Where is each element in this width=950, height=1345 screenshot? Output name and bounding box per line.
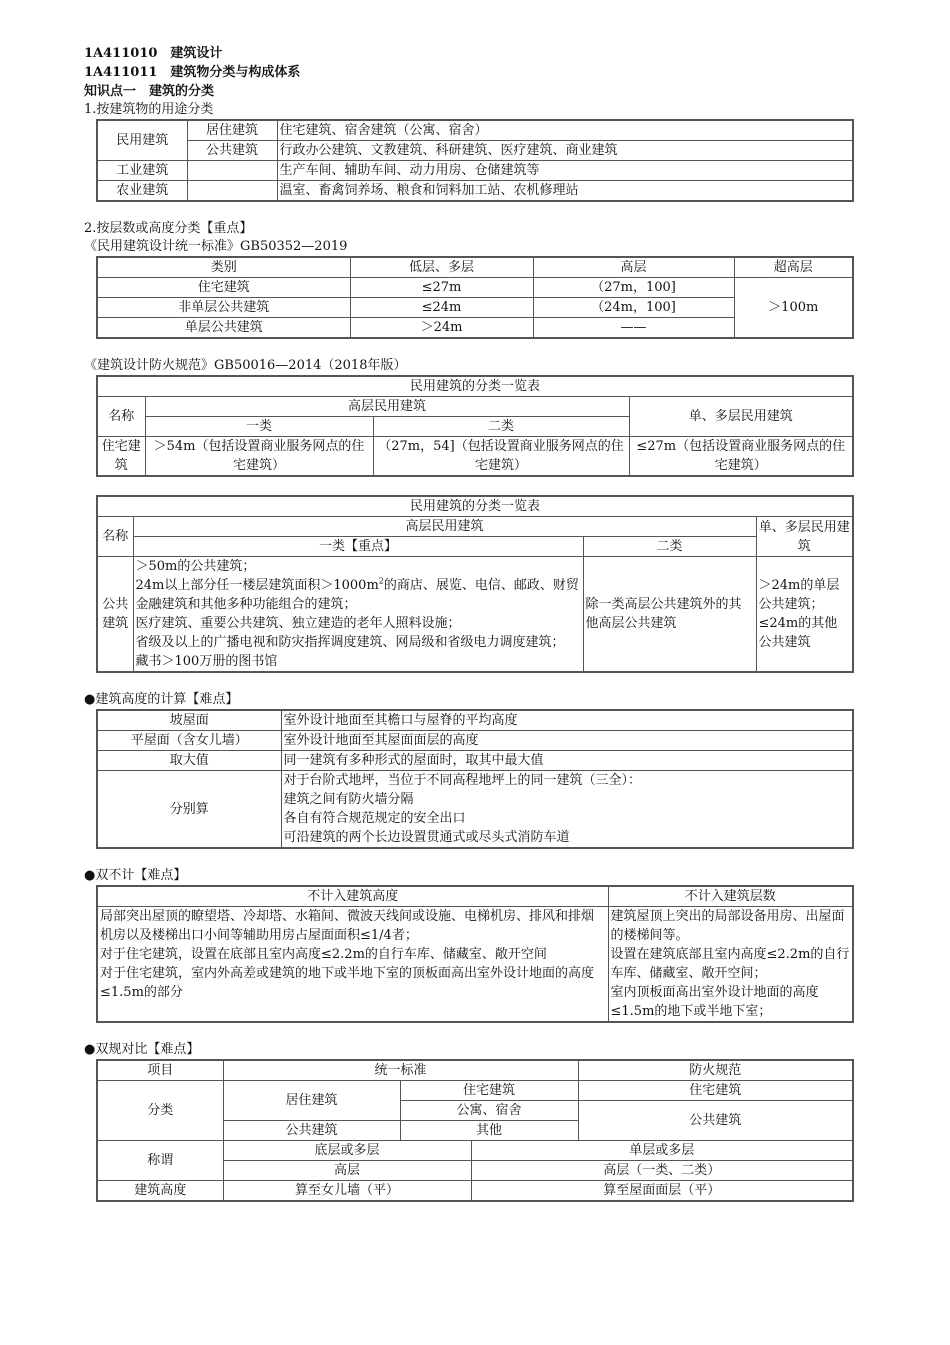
excluded-floors-list: 建筑屋顶上突出的局部设备用房、出屋面的楼梯间等。 设置在建筑底部且室内高度≤2.2m的自行车库、储藏室、敞开空间； 室内顶板面高出室外设计地面的高度≤1.5m的地下或半地下室； xyxy=(608,907,853,1023)
cell-gongye-desc: 生产车间、辅助车间、动力用房、仓储建筑等 xyxy=(277,161,853,181)
residential-class-2: （27m，54]（包括设置商业服务网点的住宅建筑） xyxy=(373,437,629,477)
cell-nongye: 农业建筑 xyxy=(97,181,187,202)
row-building-height: 建筑高度 xyxy=(97,1181,223,1202)
table-by-height xyxy=(96,256,854,339)
header-super-high: 超高层 xyxy=(734,257,853,278)
class-1-item: ＞50m的公共建筑； xyxy=(135,559,256,574)
header-name: 名称 xyxy=(97,397,145,437)
residential-low: ≤27m xyxy=(350,278,533,298)
header-fire-code: 防火规范 xyxy=(578,1060,853,1081)
heading-section-code: 1A411010 建筑设计 xyxy=(84,46,223,61)
table-title: 民用建筑的分类一览表 xyxy=(97,376,853,397)
row-separate-calc: 分别算 xyxy=(97,771,281,849)
header-high-rise: 高层民用建筑 xyxy=(145,397,629,417)
section-title-by-use: 1.按建筑物的用途分类 xyxy=(84,102,214,117)
section-title-double-exclusion: ●双不计【难点】 xyxy=(84,868,187,883)
excluded-height-list: 局部突出屋顶的瞭望塔、冷却塔、水箱间、微波天线间或设施、电梯机房、排风和排烟机房以及楼梯出口小间等辅助用房占屋面面积≤1/4者； 对于住宅建筑，设置在底部且室内高度≤2.2m的自行车库、储藏室、敞开空间 对于住宅建筑，室内外高差或建筑的地下或半地下室的顶板面高出室外设计地面的高度≤1.5m的部分 xyxy=(97,907,608,1023)
cell-juzhu-desc: 住宅建筑、宿舍建筑（公寓、宿舍） xyxy=(277,120,853,141)
separate-calc-desc: 对于台阶式地坪，当位于不同高程地坪上的同一建筑（三全）： 建筑之间有防火墙分隔 各自有符合规范规定的安全出口 可沿建筑的两个长边设置贯通式或尽头式消防车道 xyxy=(281,771,853,849)
non-single-public-high: （24m，100] xyxy=(533,298,734,318)
class-1-item: 医疗建筑、重要公共建筑、独立建造的老年人照料设施； xyxy=(135,616,461,631)
row-sloped-roof: 坡屋面 xyxy=(97,710,281,731)
row-flat-roof: 平屋面（含女儿墙） xyxy=(97,731,281,751)
cell-qita: 其他 xyxy=(400,1121,578,1141)
cell-minyong: 民用建筑 xyxy=(97,120,187,161)
cell-zhuzhai-fire: 住宅建筑 xyxy=(578,1081,853,1101)
flat-roof-desc: 室外设计地面至其屋面面层的高度 xyxy=(281,731,853,751)
class-1-item: 24m以上部分任一楼层建筑面积$>1000m^2$的商店、展览、电信、邮政、财贸金融建筑和其他多种功能组合的建筑； xyxy=(135,576,579,612)
row-public: 公共建筑 xyxy=(97,557,133,673)
cell-zhuzhai-std: 住宅建筑 xyxy=(400,1081,578,1101)
heading-subsection-code: 1A411011 建筑物分类与构成体系 xyxy=(84,65,301,80)
super-high-value: ＞100m xyxy=(734,278,853,339)
table-height-calc xyxy=(96,709,854,849)
row-classification: 分类 xyxy=(97,1081,223,1141)
single-public-high: —— xyxy=(533,318,734,339)
public-multi: ＞24m的单层公共建筑；≤24m的其他公共建筑 xyxy=(756,557,853,673)
cell-low-std: 底层或多层 xyxy=(223,1141,471,1161)
cell-gonggong: 公共建筑 xyxy=(187,141,277,161)
row-single-public: 单层公共建筑 xyxy=(97,318,350,339)
header-high: 高层 xyxy=(533,257,734,278)
header-excluded-floors: 不计入建筑层数 xyxy=(608,886,853,907)
cell-height-fire: 算至屋面面层（平） xyxy=(471,1181,853,1202)
standard-title-unified: 《民用建筑设计统一标准》GB50352—2019 xyxy=(84,239,348,254)
document-page xyxy=(84,44,854,1202)
residential-high: （27m，100] xyxy=(533,278,734,298)
section-title-comparison: ●双规对比【难点】 xyxy=(84,1042,200,1057)
table-by-use xyxy=(96,119,854,202)
section-title-by-height: 2.按层数或高度分类【重点】 xyxy=(84,221,253,236)
cell-high-std: 高层 xyxy=(223,1161,471,1181)
header-unified-std: 统一标准 xyxy=(223,1060,578,1081)
table-title: 民用建筑的分类一览表 xyxy=(97,496,853,517)
header-category: 类别 xyxy=(97,257,350,278)
heading-knowledge-point: 知识点一 建筑的分类 xyxy=(84,84,215,99)
header-class-1: 一类 xyxy=(145,417,373,437)
table-double-exclusion xyxy=(96,885,854,1023)
header-multi: 单、多层民用建筑 xyxy=(756,517,853,557)
public-class-2: 除一类高层公共建筑外的其他高层公共建筑 xyxy=(583,557,756,673)
cell-high-fire: 高层（一类、二类） xyxy=(471,1161,853,1181)
header-excluded-height: 不计入建筑高度 xyxy=(97,886,608,907)
cell-height-std: 算至女儿墙（平） xyxy=(223,1181,471,1202)
non-single-public-low: ≤24m xyxy=(350,298,533,318)
row-non-single-public: 非单层公共建筑 xyxy=(97,298,350,318)
row-residential: 住宅建筑 xyxy=(97,278,350,298)
table-comparison xyxy=(96,1059,854,1202)
header-class-2: 二类 xyxy=(373,417,629,437)
cell-nongye-desc: 温室、畜禽饲养场、粮食和饲料加工站、农机修理站 xyxy=(277,181,853,202)
table-fire-public xyxy=(96,495,854,673)
cell-gonggong-std: 公共建筑 xyxy=(223,1121,400,1141)
header-multi: 单、多层民用建筑 xyxy=(629,397,853,437)
table-fire-residential xyxy=(96,375,854,477)
cell-juzhu: 居住建筑 xyxy=(223,1081,400,1121)
residential-class-1: ＞54m（包括设置商业服务网点的住宅建筑） xyxy=(145,437,373,477)
header-low-multi: 低层、多层 xyxy=(350,257,533,278)
public-class-1 xyxy=(133,557,583,673)
section-title-height-calc: ●建筑高度的计算【难点】 xyxy=(84,692,239,707)
header-name: 名称 xyxy=(97,517,133,557)
take-max-desc: 同一建筑有多种形式的屋面时，取其中最大值 xyxy=(281,751,853,771)
sloped-roof-desc: 室外设计地面至其檐口与屋脊的平均高度 xyxy=(281,710,853,731)
header-class-2: 二类 xyxy=(583,537,756,557)
cell-empty xyxy=(187,181,277,202)
cell-low-fire: 单层或多层 xyxy=(471,1141,853,1161)
cell-gonggong-desc: 行政办公建筑、文教建筑、科研建筑、医疗建筑、商业建筑 xyxy=(277,141,853,161)
cell-gongyu: 公寓、宿舍 xyxy=(400,1101,578,1121)
standard-title-fire: 《建筑设计防火规范》GB50016—2014（2018年版） xyxy=(84,358,407,373)
single-public-low: ＞24m xyxy=(350,318,533,339)
row-naming: 称谓 xyxy=(97,1141,223,1181)
cell-gonggong-fire: 公共建筑 xyxy=(578,1101,853,1141)
header-class-1: 一类【重点】 xyxy=(133,537,583,557)
header-item: 项目 xyxy=(97,1060,223,1081)
cell-empty xyxy=(187,161,277,181)
cell-juzhu: 居住建筑 xyxy=(187,120,277,141)
row-residential: 住宅建筑 xyxy=(97,437,145,477)
cell-gongye: 工业建筑 xyxy=(97,161,187,181)
row-take-max: 取大值 xyxy=(97,751,281,771)
class-1-item: 藏书＞100万册的图书馆 xyxy=(135,654,278,669)
residential-multi: ≤27m（包括设置商业服务网点的住宅建筑） xyxy=(629,437,853,477)
header-high-rise: 高层民用建筑 xyxy=(133,517,756,537)
class-1-item: 省级及以上的广播电视和防灾指挥调度建筑、网局级和省级电力调度建筑； xyxy=(135,635,565,650)
